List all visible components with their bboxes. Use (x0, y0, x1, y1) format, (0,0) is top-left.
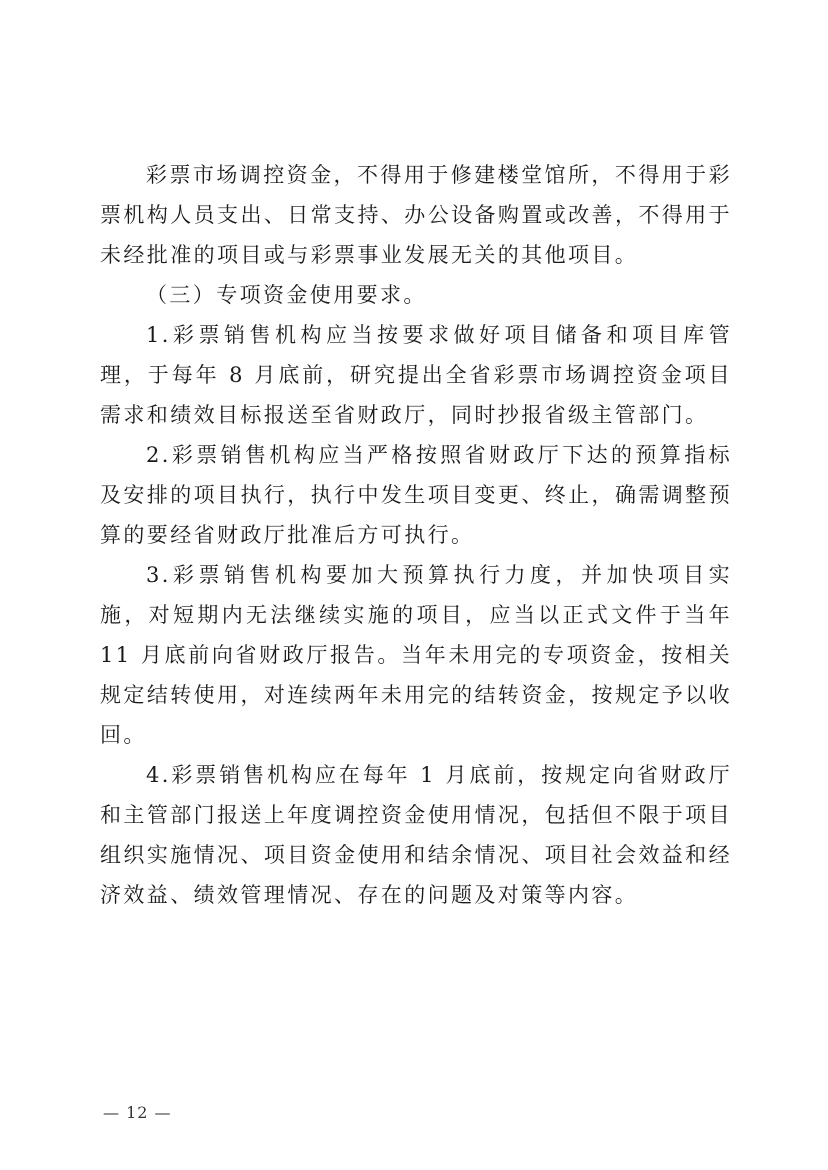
page-number: — 12 — (103, 1103, 172, 1122)
paragraph-item-4: 4.彩票销售机构应在每年 1 月底前，按规定向省财政厅和主管部门报送上年度调控资金使用情况，包括但不限于项目组织实施情况、项目资金使用和结余情况、项目社会效益和经济效益、绩效管理情况、存在的问题及对策等内容。 (100, 763, 732, 907)
document-body (100, 155, 732, 915)
paragraph-item-1: 1.彩票销售机构应当按要求做好项目储备和项目库管理，于每年 8 月底前，研究提出全省彩票市场调控资金项目需求和绩效目标报送至省财政厅，同时抄报省级主管部门。 (100, 323, 732, 427)
section-heading-fund-usage-requirements: （三）专项资金使用要求。 (146, 283, 427, 307)
paragraph-fund-restrictions: 彩票市场调控资金，不得用于修建楼堂馆所，不得用于彩票机构人员支出、日常支持、办公设备购置或改善，不得用于未经批准的项目或与彩票事业发展无关的其他项目。 (100, 163, 732, 267)
paragraph-item-2: 2.彩票销售机构应当严格按照省财政厅下达的预算指标及安排的项目执行，执行中发生项目变更、终止，确需调整预算的要经省财政厅批准后方可执行。 (100, 443, 732, 547)
paragraph-item-3: 3.彩票销售机构要加大预算执行力度，并加快项目实施，对短期内无法继续实施的项目，应当以正式文件于当年 11 月底前向省财政厅报告。当年未用完的专项资金，按相关规定结转使用，对连续两年未用完的结转资金，按规定予以收回。 (100, 563, 732, 747)
